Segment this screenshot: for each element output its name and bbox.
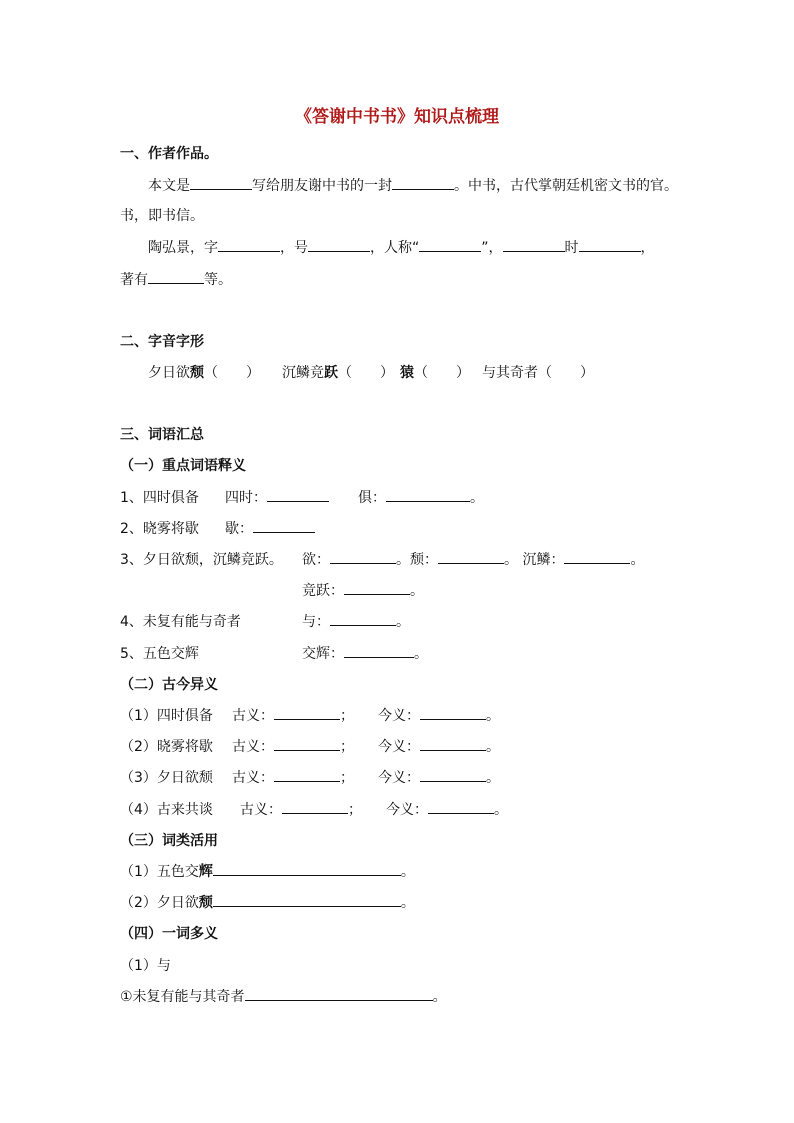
subsection-4-heading: （四）一词多义: [120, 926, 218, 942]
text: 。: [410, 583, 424, 599]
text: ；: [340, 739, 354, 755]
pronunciation-item-4: 与其奇者（ ）: [482, 365, 594, 381]
text: 与：: [302, 614, 330, 630]
huoyong-row-1: [120, 862, 415, 882]
gujin-row-3-jin: [378, 768, 500, 788]
duoyi-word: （1）与: [120, 958, 171, 974]
gujin-row-2: （2）晓雾将歇: [120, 739, 213, 755]
vocab-row-4-answers: [302, 612, 410, 632]
duoyi-row-1: [120, 987, 447, 1007]
text: ”，: [481, 240, 503, 256]
key-char: 颓: [190, 365, 204, 381]
text: 。: [470, 490, 484, 506]
text: ，: [640, 240, 655, 256]
text: 今义：: [378, 708, 420, 724]
text: 。: [400, 895, 415, 911]
fill-blank[interactable]: [213, 862, 401, 876]
fill-blank[interactable]: [420, 768, 486, 782]
key-char: 猿: [400, 365, 414, 381]
answer-slot[interactable]: （ ）: [338, 365, 394, 381]
section-1-heading: 一、作者作品。: [120, 146, 218, 162]
text: 等。: [204, 272, 232, 288]
fill-blank[interactable]: [420, 706, 486, 720]
s1-paragraph-2: [148, 238, 655, 258]
gujin-row-4-gu: [240, 800, 362, 820]
key-char: 跃: [324, 365, 338, 381]
text: ①未复有能与其奇者: [120, 989, 245, 1005]
text: ；: [340, 708, 354, 724]
text: ，号: [280, 240, 308, 256]
vocab-row-1-answers-2: [358, 488, 484, 508]
gujin-row-3: （3）夕日欲颓: [120, 770, 213, 786]
huoyong-row-2: [120, 893, 415, 913]
vocab-row-3: 3、夕日欲颓，沉鳞竞跃。: [120, 552, 283, 568]
text: 。: [414, 646, 428, 662]
fill-blank[interactable]: [503, 238, 565, 252]
text: 竞跃：: [302, 583, 344, 599]
document-title: 《答谢中书书》知识点梳理: [295, 107, 499, 127]
gujin-row-1-gu: [232, 706, 354, 726]
text: 本文是: [148, 178, 190, 194]
pronunciation-items: [148, 363, 260, 383]
gujin-row-1-jin: [378, 706, 500, 726]
fill-blank[interactable]: [253, 519, 315, 533]
fill-blank[interactable]: [438, 550, 504, 564]
gujin-row-4-jin: [386, 800, 508, 820]
text: 。: [630, 552, 645, 568]
vocab-row-3-answers-2: [302, 581, 424, 601]
key-char: 颓: [198, 895, 213, 911]
pronunciation-item-2: [282, 363, 394, 383]
text: ；: [340, 770, 354, 786]
text: 。 沉鳞：: [504, 552, 565, 568]
fill-blank[interactable]: [344, 581, 410, 595]
subsection-2-heading: （二）古今异义: [120, 677, 218, 693]
text: 俱：: [358, 490, 386, 506]
text: 今义：: [378, 770, 420, 786]
text: 沉鳞竞: [282, 365, 324, 381]
fill-blank[interactable]: [308, 238, 370, 252]
text: 古义：: [240, 802, 282, 818]
section-3-heading: 三、词语汇总: [120, 427, 204, 443]
vocab-row-5-answers: [302, 644, 428, 664]
vocab-row-3-answers: [302, 550, 644, 570]
fill-blank[interactable]: [267, 488, 329, 502]
vocab-row-5: 5、五色交辉: [120, 646, 199, 662]
text: 陶弘景，字: [148, 240, 218, 256]
vocab-row-4: 4、未复有能与奇者: [120, 614, 241, 630]
gujin-row-1: （1）四时俱备: [120, 708, 213, 724]
text: 。: [396, 614, 410, 630]
text: 今义：: [378, 739, 420, 755]
vocab-row-2: 2、晓雾将歇: [120, 521, 199, 537]
text: 古义：: [232, 770, 274, 786]
text: 歇：: [225, 521, 253, 537]
text: 四时：: [225, 490, 267, 506]
gujin-row-3-gu: [232, 768, 354, 788]
fill-blank[interactable]: [213, 893, 401, 907]
subsection-3-heading: （三）词类活用: [120, 833, 218, 849]
subsection-1-heading: （一）重点词语释义: [120, 458, 246, 474]
text: 交辉：: [302, 646, 344, 662]
text: 古义：: [232, 708, 274, 724]
text: 。: [486, 770, 500, 786]
text: 写给朋友谢中书的一封: [252, 178, 392, 194]
section-2-heading: 二、字音字形: [120, 334, 204, 350]
text: 。: [486, 739, 500, 755]
fill-blank[interactable]: [330, 612, 396, 626]
fill-blank[interactable]: [579, 238, 641, 252]
vocab-row-1: [120, 488, 199, 508]
s1-paragraph-2-cont: [120, 270, 232, 290]
fill-blank[interactable]: [386, 488, 470, 502]
text: （2）夕日欲: [120, 895, 199, 911]
s1-paragraph-1-cont: 书，即书信。: [120, 208, 204, 224]
text: ；: [348, 802, 362, 818]
fill-blank[interactable]: [148, 270, 204, 284]
fill-blank[interactable]: [330, 550, 396, 564]
fill-blank[interactable]: [392, 176, 454, 190]
text: 。: [486, 708, 500, 724]
text: ，人称“: [370, 240, 420, 256]
pronunciation-item-3: [400, 363, 470, 383]
gujin-row-2-jin: [378, 737, 500, 757]
text: 。颓：: [396, 552, 438, 568]
text: 。: [432, 989, 447, 1005]
text: 著有: [120, 272, 148, 288]
text: （1）五色交: [120, 864, 199, 880]
fill-blank[interactable]: [218, 238, 280, 252]
text: 时: [564, 240, 579, 256]
key-char: 辉: [198, 864, 213, 880]
text: 欲：: [302, 552, 330, 568]
text: 今义：: [386, 802, 428, 818]
text: 夕日欲: [148, 365, 190, 381]
fill-blank[interactable]: [274, 706, 340, 720]
fill-blank[interactable]: [274, 768, 340, 782]
text: 古义：: [232, 739, 274, 755]
fill-blank[interactable]: [428, 800, 494, 814]
gujin-row-2-gu: [232, 737, 354, 757]
answer-slot[interactable]: （ ）: [414, 365, 470, 381]
text: 。: [494, 802, 508, 818]
fill-blank[interactable]: [344, 644, 414, 658]
text: 。: [400, 864, 415, 880]
fill-blank[interactable]: [282, 800, 348, 814]
gujin-row-4: （4）古来共谈: [120, 802, 213, 818]
fill-blank[interactable]: [564, 550, 630, 564]
text: 。中书，古代掌朝廷机密文书的官。: [454, 178, 678, 194]
fill-blank[interactable]: [245, 987, 433, 1001]
fill-blank[interactable]: [274, 737, 340, 751]
fill-blank[interactable]: [419, 238, 481, 252]
vocab-row-2-answers: [225, 519, 315, 539]
s1-paragraph-1: [148, 176, 678, 196]
fill-blank[interactable]: [420, 737, 486, 751]
vocab-row-1-answers: [225, 488, 329, 508]
answer-slot[interactable]: （ ）: [204, 365, 260, 381]
fill-blank[interactable]: [190, 176, 252, 190]
text: 1、四时俱备: [120, 490, 199, 506]
